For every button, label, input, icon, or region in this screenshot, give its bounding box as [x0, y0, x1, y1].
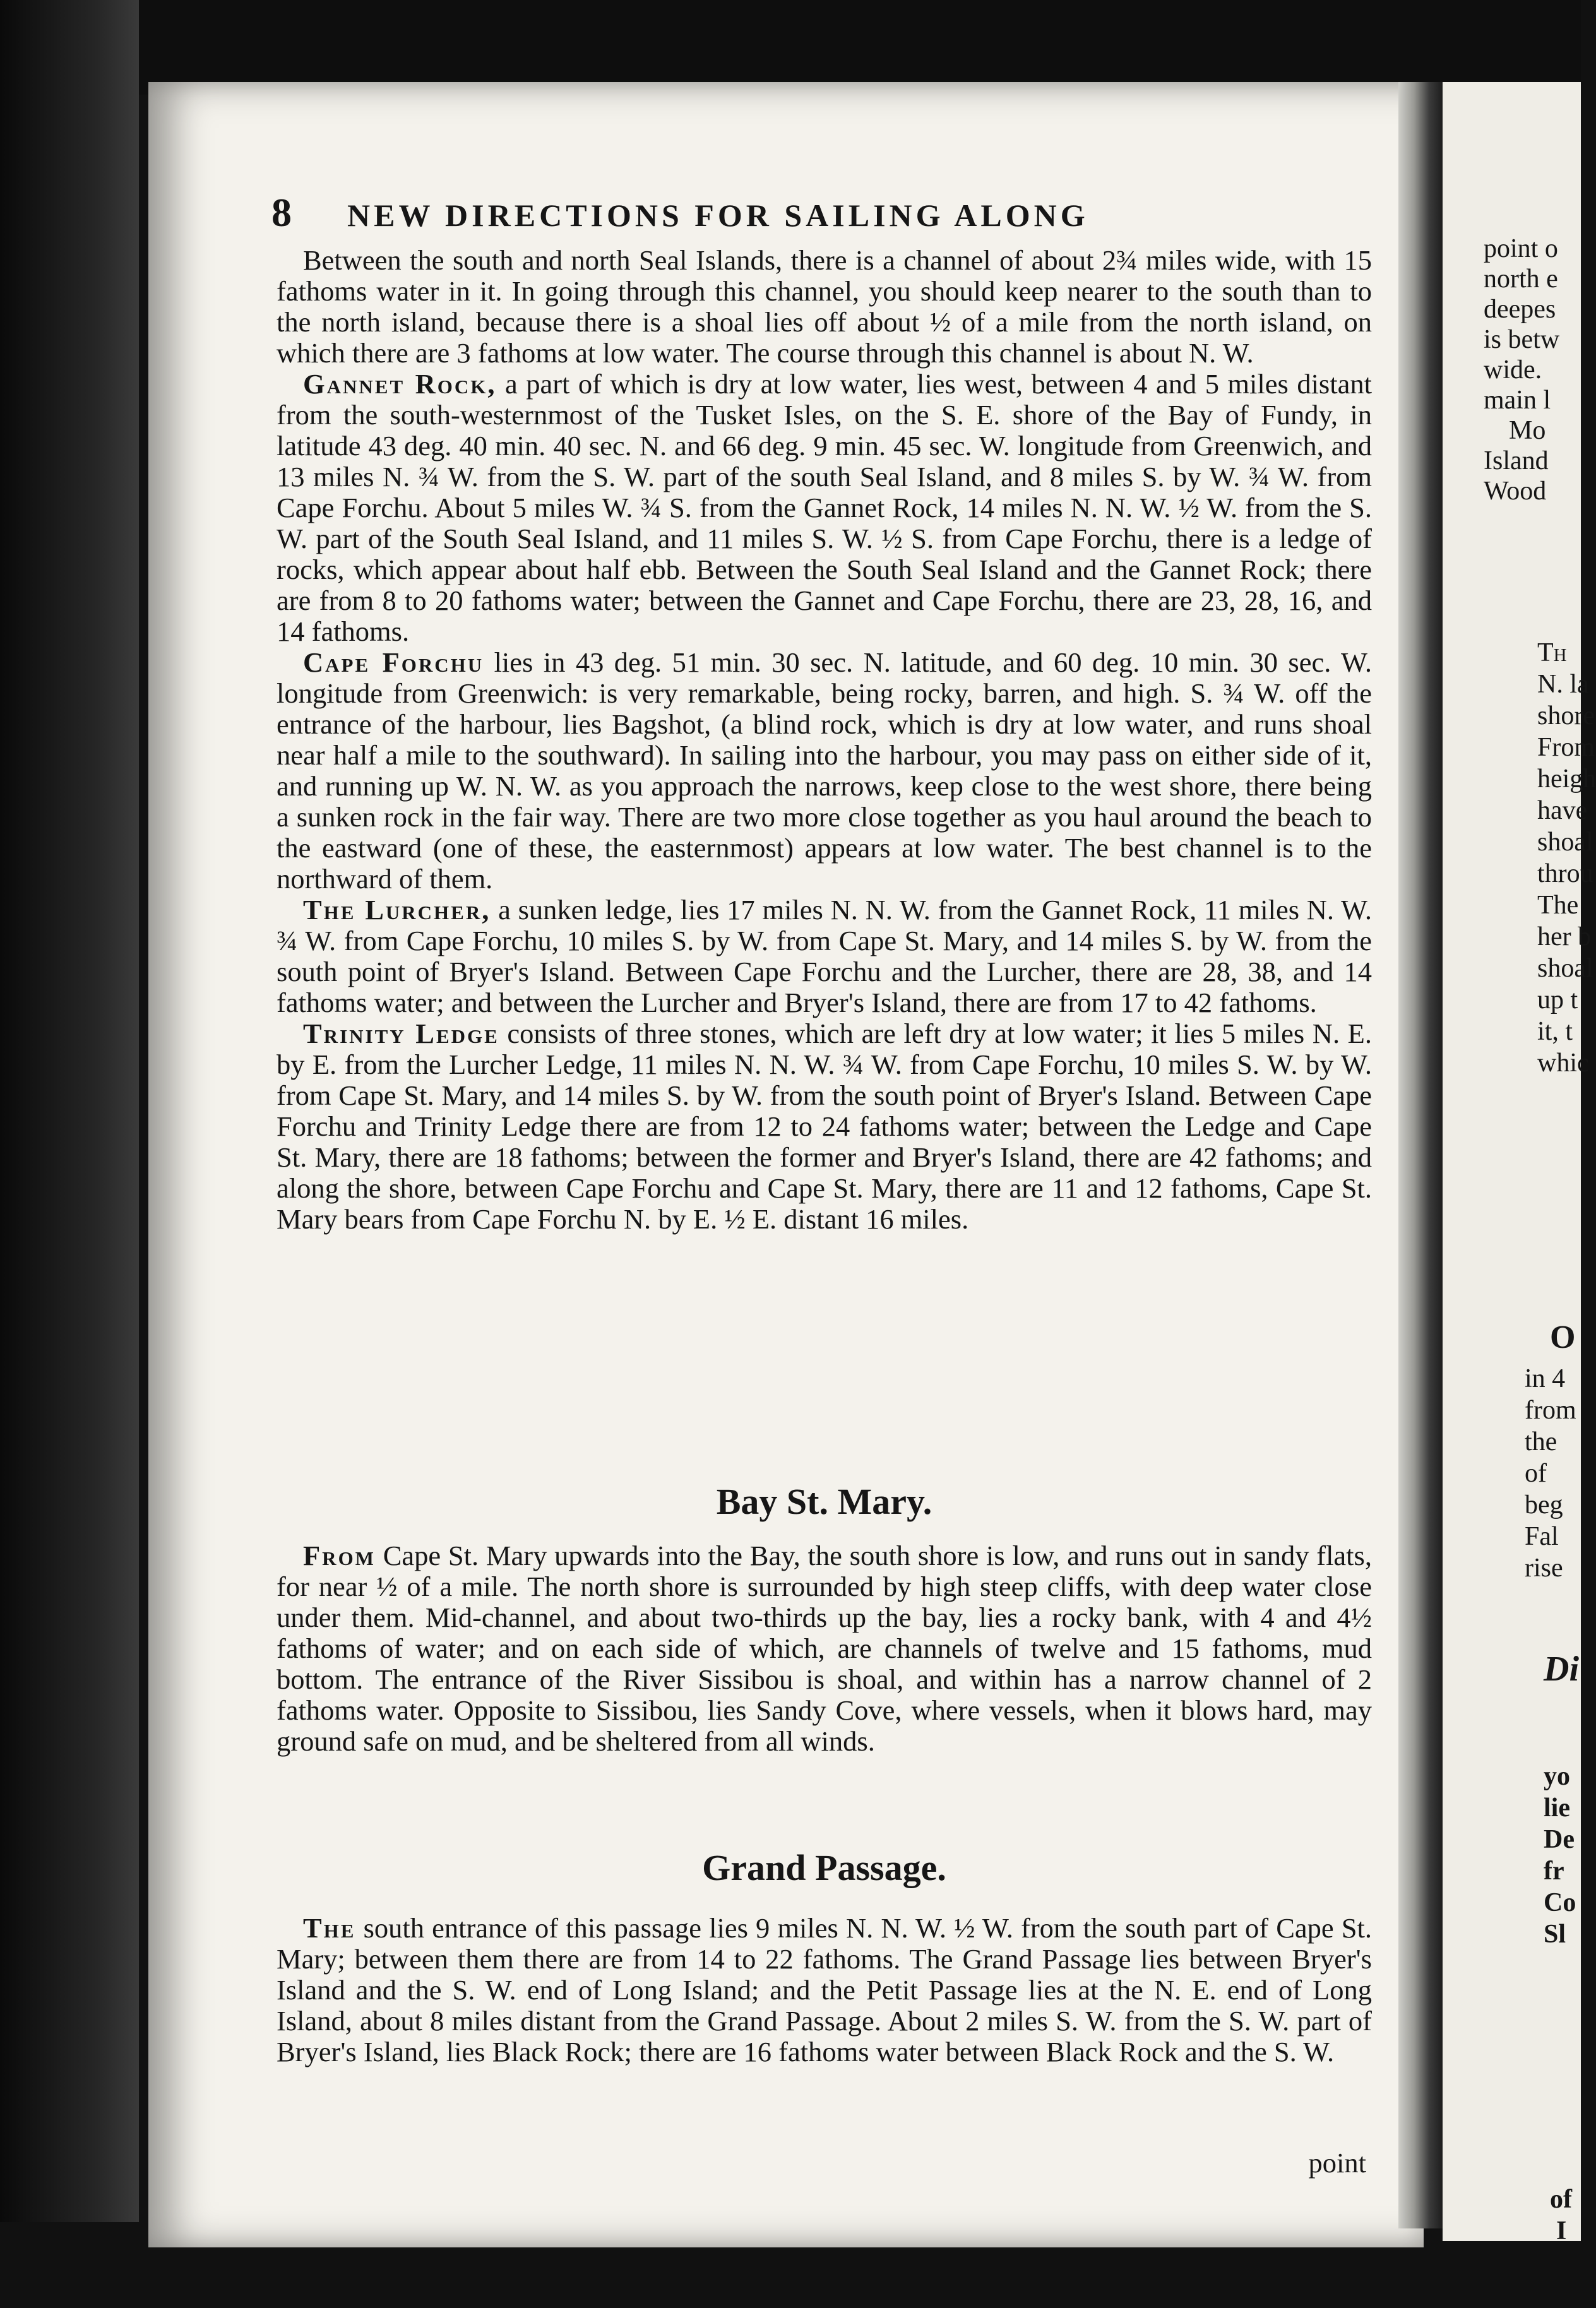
facing-line: whic	[1537, 1049, 1589, 1078]
body-text-block	[277, 245, 1372, 1235]
facing-line: main l	[1484, 386, 1551, 415]
facing-line: point o	[1484, 234, 1558, 263]
facing-line: Island	[1484, 446, 1549, 475]
facing-line: her b	[1537, 922, 1592, 951]
facing-line: of	[1525, 1459, 1547, 1488]
facing-line: The	[1537, 891, 1579, 920]
facing-line: deepes	[1484, 295, 1556, 324]
scan-border-left	[0, 0, 139, 2308]
paragraph-lead: The	[303, 1912, 356, 1944]
facing-line: Fal	[1525, 1522, 1559, 1551]
scan-border-top	[0, 0, 1581, 95]
section-heading-bay-st-mary: Bay St. Mary.	[716, 1481, 932, 1522]
paragraph-text: a part of which is dry at low water, lies west, between 4 and 5 miles distant from the south-westernmost of the Tusket Isles, on the S. E. shore of the Bay of Fundy, in latitude 43 deg. 40 min. 40 sec. N. and 66 deg. 9 min. 45 sec. W. longitude from Greenwich, and 13 miles N. ¾ W. from the S. W. part of the south Seal Island, and 8 miles S. by W. ¾ W. from Cape Forchu. About 5 miles W. ¾ S. from the Gannet Rock, 14 miles N. N. W. ½ W. from the S. W. part of the South Seal Island, and 11 miles S. W. ½ S. from Cape Forchu, there is a ledge of rocks, which appear about half ebb. Between the South Seal Island and the Gannet Rock; there are from 8 to 20 fathoms water; between the Gannet and Cape Forchu, there are 23, 28, 16, and 14 fathoms.	[277, 368, 1372, 647]
facing-line: is betw	[1484, 325, 1560, 354]
book-gutter	[1398, 82, 1443, 2228]
paragraph-text: Between the south and north Seal Islands, there is a channel of about 2¾ miles wide, with 15 fathoms water in it. In going through this channel, you should keep nearer to the south than to the north island, because there is a shoal lies off about ½ of a mile from the north island, on which there are 3 fathoms at low water. The course through this channel is about N. W.	[277, 244, 1372, 369]
facing-line: fr	[1544, 1857, 1564, 1886]
facing-line: the	[1525, 1427, 1557, 1456]
paragraph-lead: Cape Forchu	[303, 646, 484, 678]
facing-line: shoal	[1537, 954, 1593, 983]
facing-line: shoal	[1537, 828, 1593, 857]
paragraph-cape-forchu	[277, 647, 1372, 895]
facing-line: wide.	[1484, 355, 1542, 384]
paragraph-trinity-ledge	[277, 1018, 1372, 1235]
facing-line: From	[1537, 733, 1595, 762]
facing-line: heigh	[1537, 764, 1596, 794]
facing-line: from	[1525, 1396, 1576, 1425]
running-head-title: NEW DIRECTIONS FOR SAILING ALONG	[347, 198, 1089, 233]
paragraph-text: lies in 43 deg. 51 min. 30 sec. N. latitude, and 60 deg. 10 min. 30 sec. W. longitude from Greenwich: is very remarkable, being rocky, barren, and high. S. ¾ W. off the entrance of the harbour, lies Bagshot, (a blind rock, which is dry at low water, and runs shoal near half a mile to the southward). In sailing into the harbour, you may pass on either side of it, and running up W. N. W. as you approach the narrows, keep close to the west shore, there being a sunken rock in the fair way. There are two more close together as you haul around the beach to the eastward (one of these, the easternmost) appears at low water. The best channel is to the northward of them.	[277, 646, 1372, 895]
facing-line: beg	[1525, 1490, 1563, 1520]
facing-line: Th	[1537, 638, 1567, 667]
facing-line: rise	[1525, 1554, 1563, 1583]
paragraph-text: consists of three stones, which are left dry at low water; it lies 5 miles N. E. by E. from the Lurcher Ledge, 11 miles N. N. W. ¾ W. from Cape Forchu, 10 miles S. W. by W. from Cape St. Mary, and 14 miles S. by W. from the south point of Bryer's Island. Between Cape Forchu and Trinity Ledge there are from 12 to 24 fathoms water; between the Ledge and Cape St. Mary, there are 18 fathoms; between the former and Bryer's Island, there are 42 fathoms; and along the shore, between Cape Forchu and Cape St. Mary, there are 11 and 12 fathoms, Cape St. Mary bears from Cape Forchu N. by E. ½ E. distant 16 miles.	[277, 1018, 1372, 1235]
facing-line: De	[1544, 1825, 1575, 1854]
facing-line: in 4	[1525, 1364, 1566, 1393]
facing-line: Mo	[1509, 416, 1546, 445]
paragraph-gannet-rock	[277, 369, 1372, 647]
facing-line: throu	[1537, 859, 1593, 888]
facing-line: yo	[1544, 1762, 1570, 1791]
section-heading-grand-passage: Grand Passage.	[702, 1847, 946, 1888]
facing-line: N. la	[1537, 670, 1589, 699]
paragraph-lead: Trinity Ledge	[303, 1018, 499, 1049]
section-grand-passage	[277, 1913, 1372, 2067]
page-number: 8	[271, 190, 292, 235]
paragraph-bay-st-mary	[277, 1540, 1372, 1757]
facing-line: shore	[1537, 701, 1595, 730]
facing-line: O	[1550, 1319, 1576, 1355]
catchword: point	[1308, 2147, 1366, 2179]
paragraph-text: south entrance of this passage lies 9 miles N. N. W. ½ W. from the south part of Cape St. Mary; between them there are from 14 to 22 fathoms. The Grand Passage lies between Bryer's Island and the S. W. end of Long Island; and the Petit Passage lies at the N. E. end of Long Island, about 8 miles distant from the Grand Passage. About 2 miles S. W. from the S. W. part of Bryer's Island, lies Black Rock; there are 16 fathoms water between Black Rock and the S. W.	[277, 1912, 1372, 2067]
facing-line: Co	[1544, 1888, 1576, 1917]
running-head	[271, 189, 1389, 234]
facing-line: lie	[1544, 1793, 1570, 1823]
paragraph-grand-passage	[277, 1913, 1372, 2067]
paragraph-seal-islands	[277, 245, 1372, 369]
facing-line: Wood	[1484, 477, 1547, 506]
paragraph-lead: The Lurcher,	[303, 894, 491, 925]
paragraph-lead: Gannet Rock,	[303, 368, 497, 400]
facing-line: Sl	[1544, 1920, 1566, 1949]
facing-line: of	[1550, 2185, 1572, 2214]
facing-line: I	[1556, 2216, 1567, 2246]
facing-line: have	[1537, 796, 1588, 825]
facing-line: Di	[1544, 1650, 1579, 1689]
paragraph-text: a sunken ledge, lies 17 miles N. N. W. from the Gannet Rock, 11 miles N. W. ¾ W. from Cape Forchu, 10 miles S. by W. from Cape St. Mary, and 14 miles S. by W. from the south point of Bryer's Island. Between Cape Forchu and the Lurcher, there are 28, 38, and 14 fathoms water; and between the Lurcher and Bryer's Island, there are from 17 to 42 fathoms.	[277, 894, 1372, 1018]
facing-page-fragment	[1443, 82, 1596, 2246]
facing-line: north e	[1484, 265, 1558, 294]
paragraph-text: Cape St. Mary upwards into the Bay, the south shore is low, and runs out in sandy flats, for near ½ of a mile. The north shore is surrounded by high steep cliffs, with deep water close under them. Mid-channel, and about two-thirds up the bay, lies a rocky bank, with 4 and 4½ fathoms of water; and on each side of which, are channels of twelve and 15 fathoms, mud bottom. The entrance of the River Sissibou is shoal, and within has a narrow channel of 2 fathoms water. Opposite to Sissibou, lies Sandy Cove, where vessels, when it blows hard, may ground safe on mud, and be sheltered from all winds.	[277, 1540, 1372, 1757]
paragraph-lead: From	[303, 1540, 376, 1571]
facing-line: up t	[1537, 985, 1578, 1014]
section-bay-st-mary	[277, 1540, 1372, 1757]
facing-line: it, t	[1537, 1017, 1573, 1046]
paragraph-lurcher	[277, 895, 1372, 1018]
